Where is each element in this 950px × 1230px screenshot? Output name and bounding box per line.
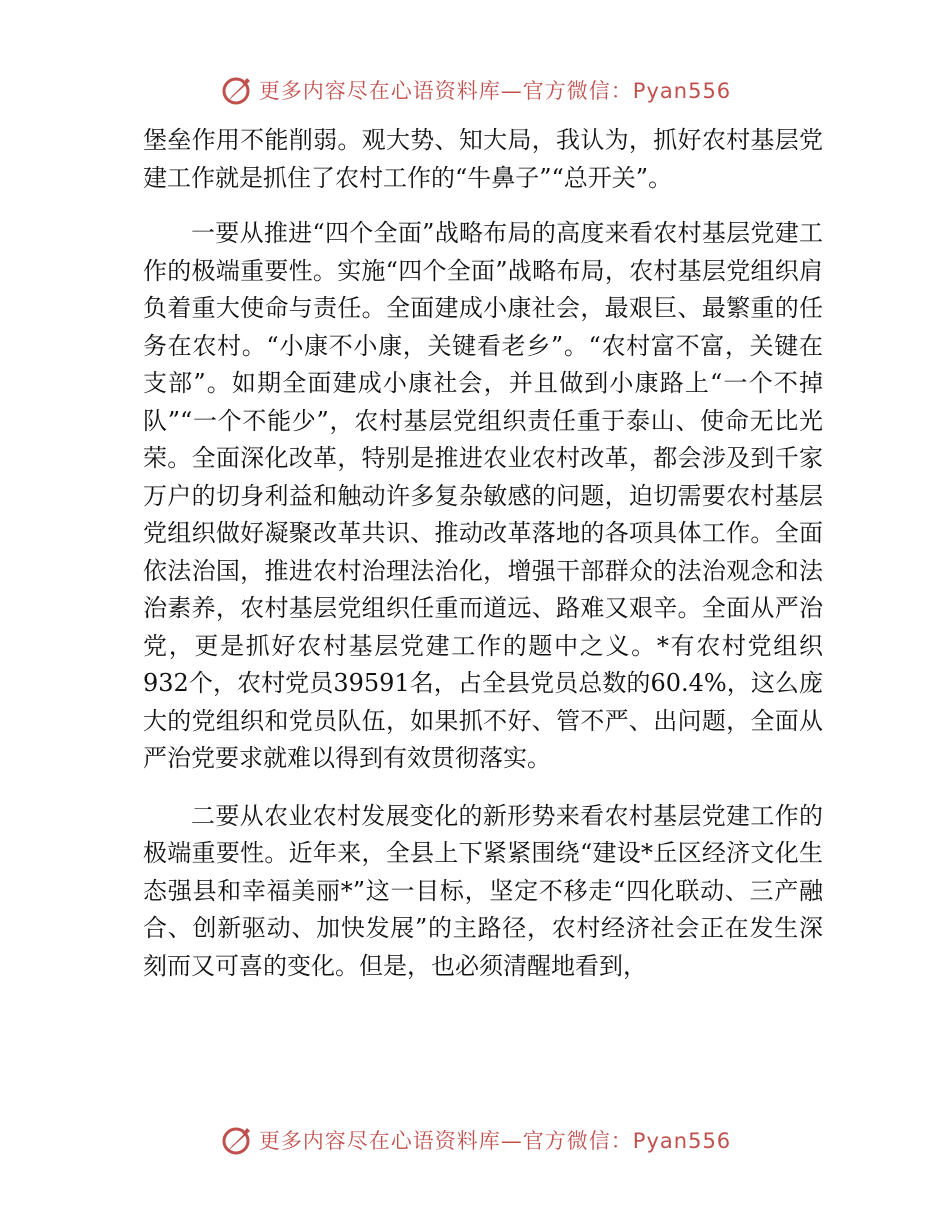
document-body	[143, 122, 823, 985]
paragraph-continuation: 堡垒作用不能削弱。观大势、知大局，我认为，抓好农村基层党建工作就是抓住了农村工作的“牛鼻子”“总开关”。	[143, 126, 823, 192]
footer-watermark	[0, 1118, 950, 1162]
feather-pen-icon	[219, 72, 255, 108]
header-watermark	[0, 68, 950, 112]
watermark-text: 更多内容尽在心语资料库—官方微信：Pyan556	[258, 1129, 732, 1153]
paragraph-point-one: 一要从推进“四个全面”战略布局的高度来看农村基层党建工作的极端重要性。实施“四个全面”战略布局，农村基层党组织肩负着重大使命与责任。全面建成小康社会，最艰巨、最繁重的任务在农村。“小康不小康，关键看老乡”。“农村富不富，关键在支部”。如期全面建成小康社会，并且做到小康路上“一个不掉队”“一个不能少”，农村基层党组织责任重于泰山、使命无比光荣。全面深化改革，特别是推进农业农村改革，都会涉及到千家万户的切身利益和触动许多复杂敏感的问题，迫切需要农村基层党组织做好凝聚改革共识、推动改革落地的各项具体工作。全面依法治国，推进农村治理法治化，增强干部群众的法治观念和法治素养，农村基层党组织任重而道远、路难又艰辛。全面从严治党，更是抓好农村基层党建工作的题中之义。*有农村党组织932个，农村党员39591名，占全县党员总数的60.4%，这么庞大的党组织和党员队伍，如果抓不好、管不严、出问题，全面从严治党要求就难以得到有效贯彻落实。	[143, 219, 823, 772]
paragraph-point-two: 二要从农业农村发展变化的新形势来看农村基层党建工作的极端重要性。近年来，全县上下紧紧围绕“建设*丘区经济文化生态强县和幸福美丽*”这一目标，坚定不移走“四化联动、三产融合、创新驱动、加快发展”的主路径，农村经济社会正在发生深刻而又可喜的变化。但是，也必须清醒地看到，	[143, 801, 823, 980]
watermark-text: 更多内容尽在心语资料库—官方微信：Pyan556	[258, 79, 732, 103]
feather-pen-icon	[219, 1122, 255, 1158]
